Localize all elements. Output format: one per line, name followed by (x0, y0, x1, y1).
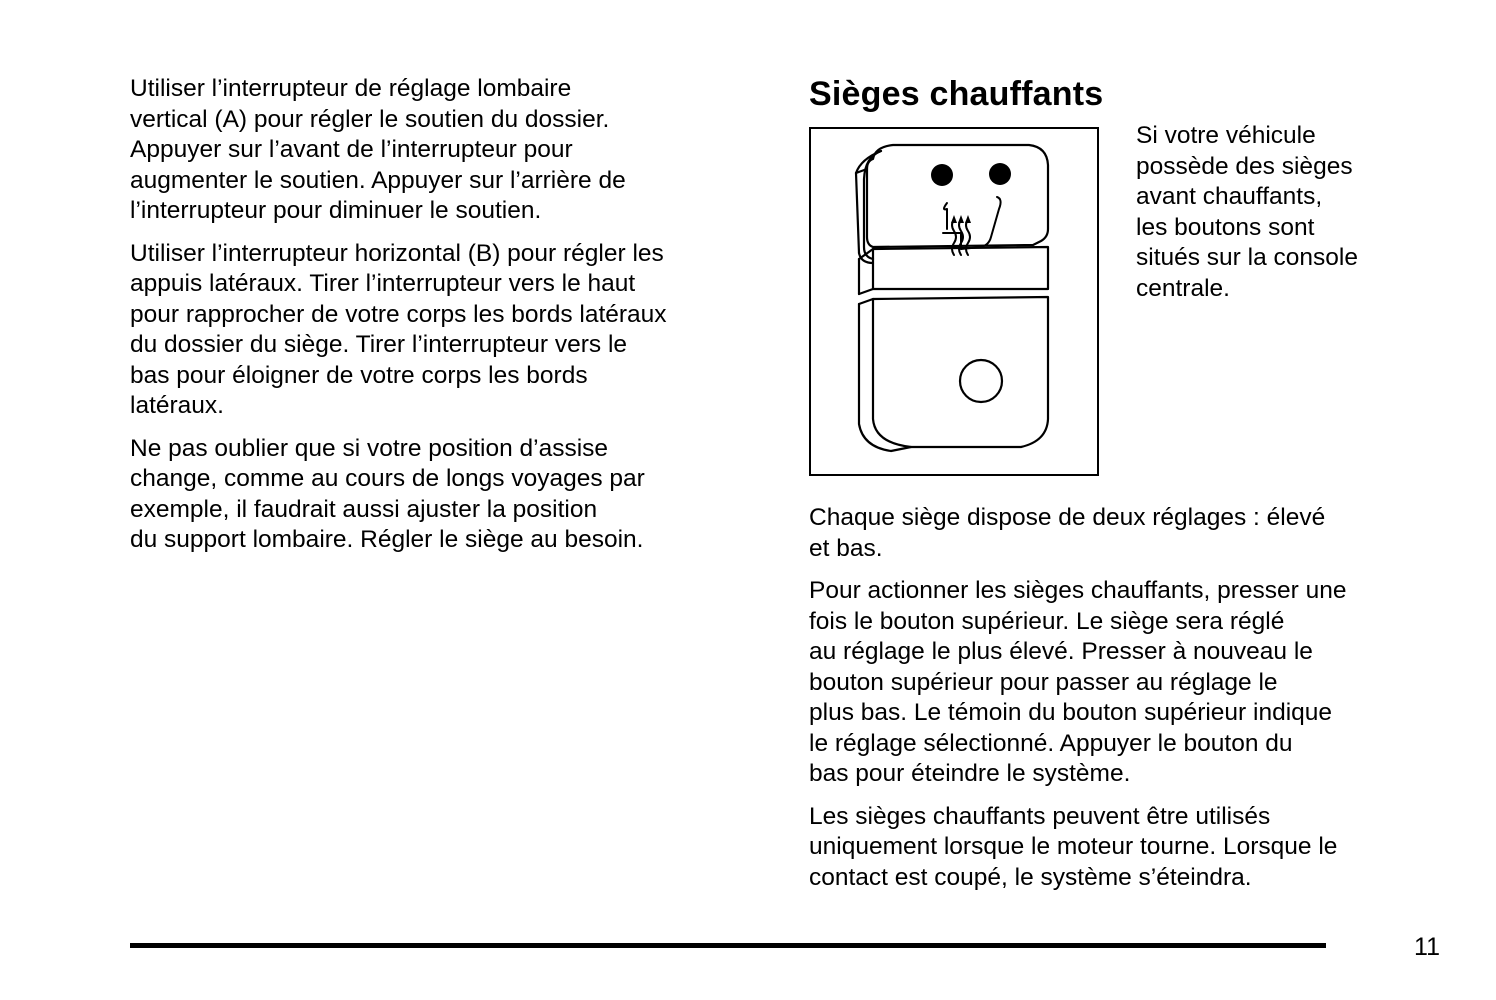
section-heading: Sièges chauffants (809, 75, 1104, 113)
paragraph-lumbar-vertical: Utiliser l’interrupteur de réglage lombaire vertical (A) pour régler le soutien du dossier. Appuyer sur l’avant de l’interrupteur pour augmenter le soutien. Appuyer sur l’arrière de l’interrupteur pour diminuer le soutien. (130, 75, 626, 224)
left-column (130, 74, 760, 568)
figure-caption: Si votre véhicule possède des sièges avant chauffants, les boutons sont situés sur la console centrale. (1136, 122, 1358, 302)
indicator-dot-right (989, 163, 1011, 185)
upper-button-outline (867, 145, 1048, 247)
paragraph-engine-note: Les sièges chauffants peuvent être utilisés uniquement lorsque le moteur tourne. Lorsque le contact est coupé, le système s’éteindra. (809, 802, 1338, 891)
lower-button-circle (960, 360, 1002, 402)
paragraph-settings: Chaque siège dispose de deux réglages : élevé et bas. (809, 504, 1326, 562)
right-column (809, 74, 1449, 905)
heated-seat-switch-icon (811, 129, 1097, 474)
lower-button-outline (873, 297, 1048, 447)
page-number: 11 (1414, 933, 1440, 961)
heated-seat-figure (809, 127, 1099, 476)
right-column-body (809, 503, 1449, 893)
paragraph-operation: Pour actionner les sièges chauffants, presser une fois le bouton supérieur. Le siège sera réglé au réglage le plus élevé. Presser à nouveau le bouton supérieur pour passer au réglage le plus bas. Le témoin du bouton supérieur indique le réglage sélectionné. Appuyer le bouton du bas pour éteindre le système. (809, 577, 1347, 787)
indicator-dot-left (931, 164, 953, 186)
paragraph-lumbar-reminder: Ne pas oublier que si votre position d’assise change, comme au cours de longs voyages par exemple, il faudrait aussi ajuster la position du support lombaire. Régler le siège au besoin. (130, 434, 645, 553)
paragraph-lumbar-horizontal: Utiliser l’interrupteur horizontal (B) pour régler les appuis latéraux. Tirer l’interrupteur vers le haut pour rapprocher de votre corps les bords latéraux du dossier du siège. Tirer l’interrupteur vers le bas pour éloigner de votre corps les bords latéraux. (130, 239, 667, 419)
figure-row (809, 122, 1449, 479)
heat-arrows (951, 215, 971, 223)
footer-rule (130, 943, 1326, 948)
